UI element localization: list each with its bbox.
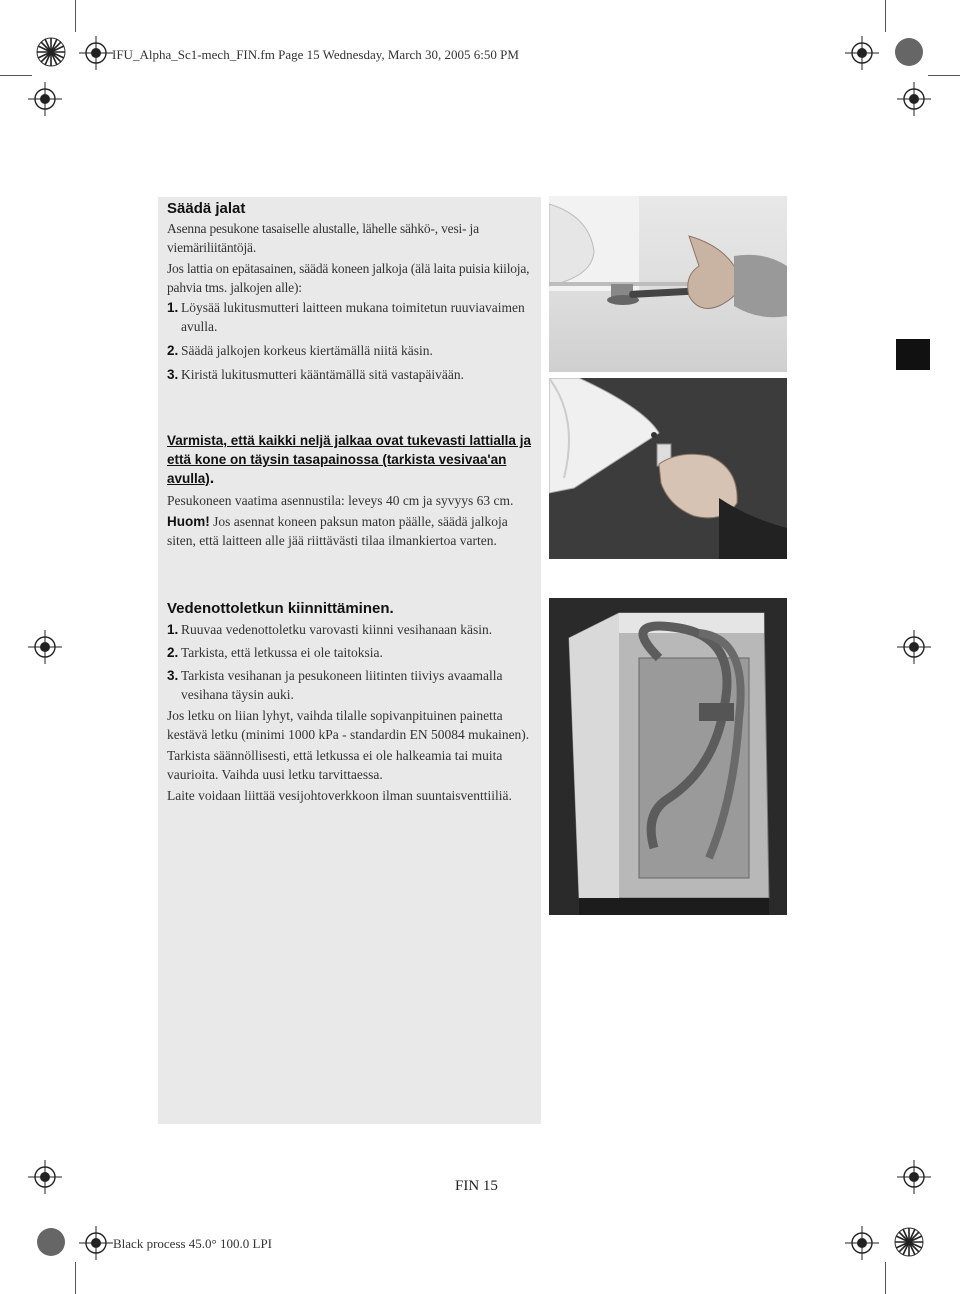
list-item: 2. Tarkista, että letkussa ei ole taitoksia. — [167, 645, 383, 660]
hand-adjust-illustration — [549, 378, 787, 559]
registration-mark-icon — [897, 82, 931, 116]
registration-mark-icon — [28, 1160, 62, 1194]
section-tab-marker — [896, 339, 930, 370]
registration-mark-icon — [28, 630, 62, 664]
file-info-header: IFU_Alpha_Sc1-mech_FIN.fm Page 15 Wednesday, March 30, 2005 6:50 PM — [112, 47, 519, 62]
registration-mark-icon — [79, 36, 113, 70]
photo-machine-rear-hoses — [549, 598, 787, 915]
crop-mark — [885, 0, 886, 32]
registration-mark-icon — [897, 630, 931, 664]
list-item: 1. Löysää lukitusmutteri laitteen mukana toimitetun ruuviavaimen avulla. — [167, 300, 525, 334]
list-item: 1. Ruuvaa vedenottoletku varovasti kiinni vesihanaan käsin. — [167, 622, 493, 637]
crop-mark — [885, 1262, 886, 1294]
paragraph: Laite voidaan liittää vesijohtoverkkoon ilman suuntaisventtiiliä. — [167, 788, 512, 803]
section-title: Säädä jalat — [167, 200, 246, 217]
registration-mark-icon — [28, 82, 62, 116]
machine-rear-illustration — [549, 598, 787, 915]
note-text: Huom! Jos asennat koneen paksun maton päälle, säädä jalkoja siten, että laitteen alle jää riittävästi tilaa ilmankiertoa varten. — [167, 514, 508, 548]
section-title: Vedenottoletkun kiinnittäminen. — [167, 600, 394, 617]
registration-mark-icon — [79, 1226, 113, 1260]
sunburst-mark-icon — [894, 1227, 924, 1257]
section-adjust-feet — [167, 200, 532, 384]
paragraph: Tarkista säännöllisesti, että letkussa ei ole halkeamia tai muita vaurioita. Vaihda uusi letku tarvittaessa. — [167, 748, 503, 782]
section-inlet-hose — [167, 600, 532, 805]
gray-dot-mark-icon — [894, 37, 924, 67]
photo-hand-adjusting-foot — [549, 378, 787, 559]
registration-mark-icon — [845, 1226, 879, 1260]
crop-mark — [0, 75, 32, 76]
registration-mark-icon — [845, 36, 879, 70]
photo-wrench-foot — [549, 196, 787, 372]
dimensions-text: Pesukoneen vaatima asennustila: leveys 40 cm ja syvyys 63 cm. — [167, 493, 514, 508]
paragraph: Jos letku on liian lyhyt, vaihda tilalle sopivanpituinen painetta kestävä letku (minimi 1000 kPa - standardin EN 50084 mukainen). — [167, 708, 530, 742]
registration-mark-icon — [897, 1160, 931, 1194]
list-item: 3. Tarkista vesihanan ja pesukoneen liitinten tiiviys avaamalla vesihana täysin auki. — [167, 668, 503, 702]
gray-dot-mark-icon — [36, 1227, 66, 1257]
intro-paragraph: Asenna pesukone tasaiselle alustalle, lähelle sähkö-, vesi- ja viemäriliitäntöjä. — [167, 221, 479, 255]
leveling-notice — [167, 431, 532, 550]
process-info-footer: Black process 45.0° 100.0 LPI — [113, 1236, 273, 1251]
crop-mark — [928, 75, 960, 76]
page-number: FIN 15 — [455, 1178, 498, 1194]
list-item: 3. Kiristä lukitusmutteri kääntämällä sitä vastapäivään. — [167, 367, 465, 382]
crop-mark — [75, 0, 76, 32]
wrench-foot-illustration — [549, 196, 787, 372]
list-item: 2. Säädä jalkojen korkeus kiertämällä niitä käsin. — [167, 343, 433, 358]
intro-paragraph: Jos lattia on epätasainen, säädä koneen jalkoja (älä laita puisia kiiloja, pahvia tms. jalkojen alle): — [167, 261, 530, 295]
sunburst-mark-icon — [36, 37, 66, 67]
warning-text: Varmista, että kaikki neljä jalkaa ovat tukevasti lattialla ja että kone on täysin tasapainossa (tarkista vesivaa'an avulla). — [167, 433, 531, 487]
crop-mark — [75, 1262, 76, 1294]
